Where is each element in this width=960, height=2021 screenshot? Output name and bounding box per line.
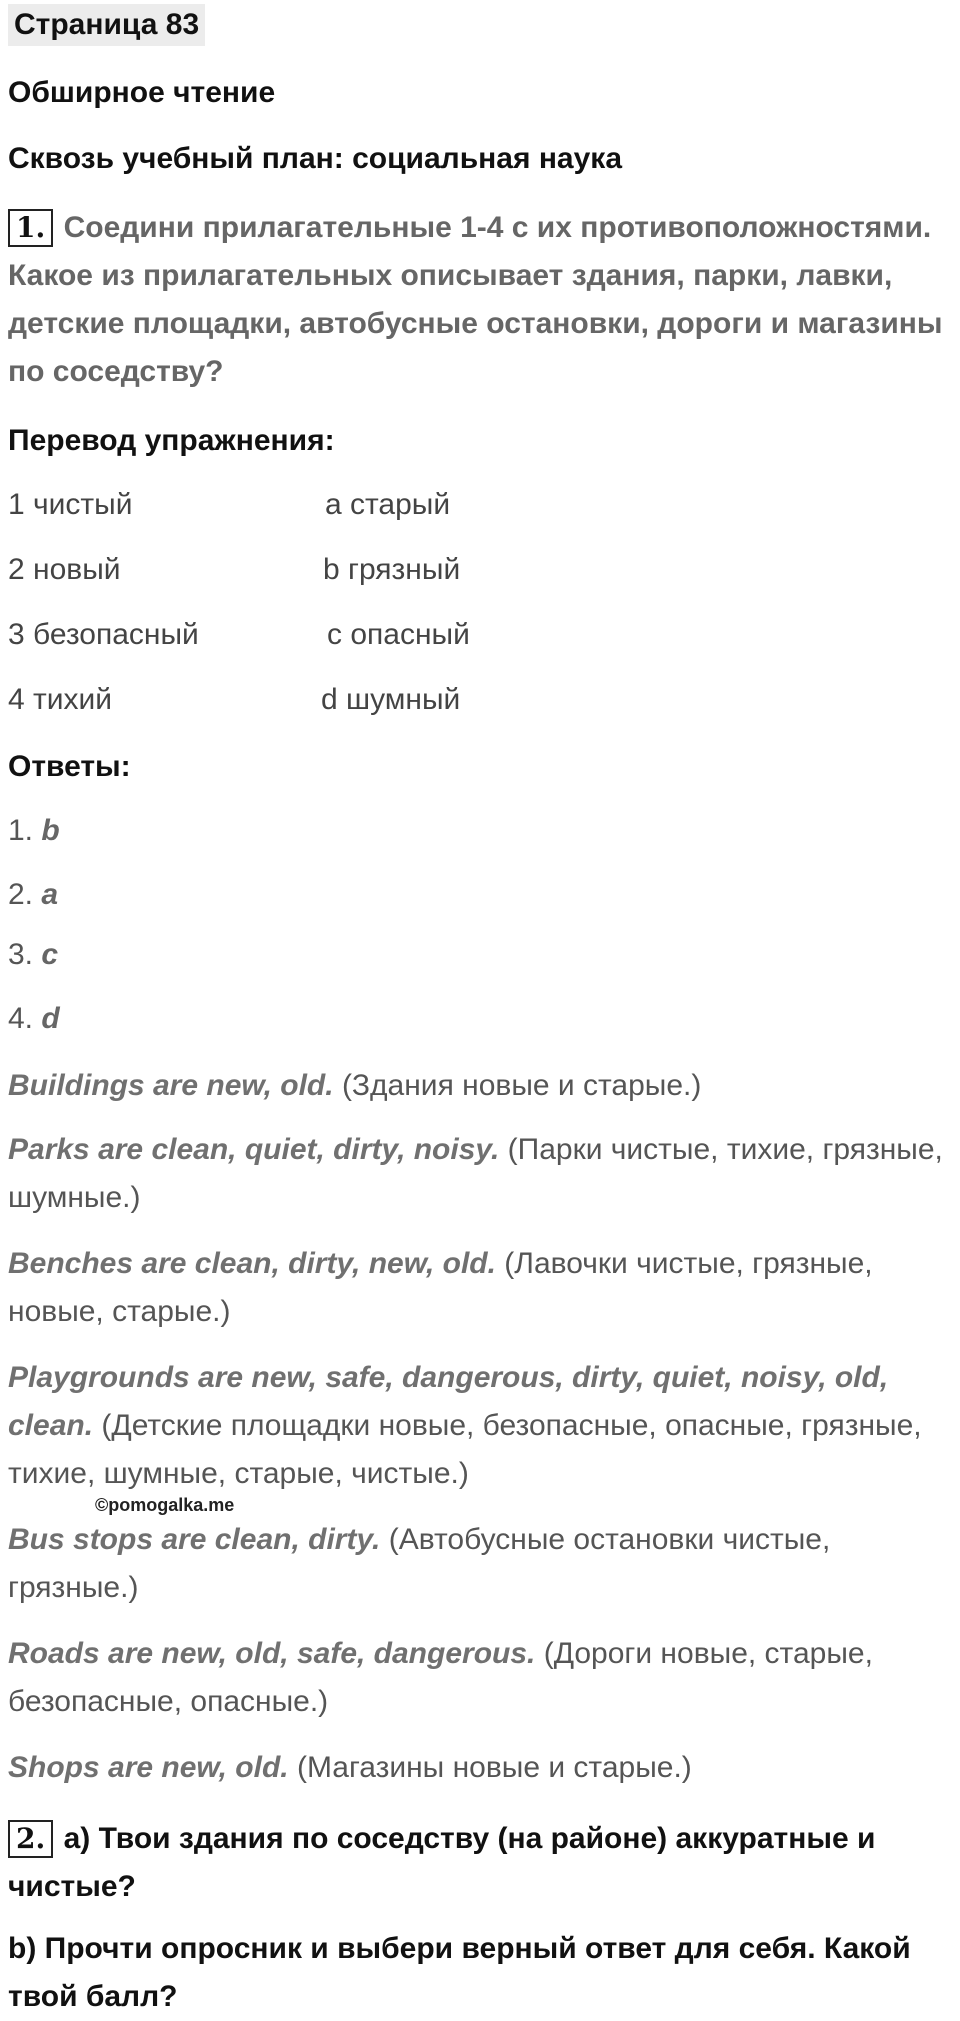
task-2 [8,1815,948,1911]
matching-right: a старый [325,488,451,521]
sentence-russian: (Магазины новые и старые.) [296,1751,692,1784]
sentence-russian: (Лавочки чистые, грязные, новые, старые.) [8,1247,873,1328]
answer-number: 3. [8,938,34,971]
answer-sentence [8,1744,948,1792]
answer-letter: c [41,938,59,971]
answer-sentence [8,1126,948,1222]
sentence-russian: (Дороги новые, старые, безопасные, опасные.) [8,1637,873,1718]
sentence-russian: (Здания новые и старые.) [341,1069,702,1102]
answer-item [8,1002,60,1036]
answer-number: 4. [8,1002,34,1035]
matching-row [0,488,960,528]
task-1-number: 1. [8,209,53,247]
sentence-english: Bus stops are clean, dirty. [8,1523,381,1556]
sentence-english: Shops are new, old. [8,1751,289,1784]
answer-sentence [8,1240,948,1336]
matching-left: 4 тихий [8,683,113,716]
matching-right: c опасный [327,618,470,651]
answer-letter: d [41,1002,60,1035]
answer-number: 2. [8,878,34,911]
matching-left: 1 чистый [8,488,133,521]
answer-letter: a [41,878,59,911]
task-2-number: 2. [8,1820,53,1858]
answer-item [8,878,58,912]
answer-letter: b [41,814,60,847]
sentence-english: Playgrounds are new, safe, dangerous, dirty, quiet, noisy, old, clean. [8,1361,889,1442]
sentence-russian: (Парки чистые, тихие, грязные, шумные.) [8,1133,943,1214]
sentence-english: Roads are new, old, safe, dangerous. [8,1637,536,1670]
answer-sentence [8,1062,948,1110]
subtitle: Сквозь учебный план: социальная наука [8,142,623,175]
task-1-text: Соедини прилагательные 1-4 с их противоположностями. Какое из прилагательных описывает здания, парки, лавки, детские площадки, автобусные остановки, дороги и магазины по соседству? [8,211,943,388]
task-2-part-a: a) Твои здания по соседству (на районе) аккуратные и чистые? [8,1822,876,1903]
sentence-english: Parks are clean, quiet, dirty, noisy. [8,1133,500,1166]
sentence-russian: (Детские площадки новые, безопасные, опасные, грязные, тихие, шумные, старые, чистые.) [8,1409,922,1490]
matching-left: 3 безопасный [8,618,199,651]
watermark: ©pomogalka.me [95,1495,235,1515]
task-1 [8,204,948,396]
answer-number: 1. [8,814,34,847]
matching-right: b грязный [323,553,461,586]
answer-sentence [8,1630,948,1726]
task-2-part-b: b) Прочти опросник и выбери верный ответ для себя. Какой твой балл? [8,1932,911,2013]
answers-heading: Ответы: [8,750,131,783]
sentence-russian: (Автобусные остановки чистые, грязные.) [8,1523,831,1604]
answer-sentence [8,1354,948,1498]
sentence-english: Buildings are new, old. [8,1069,334,1102]
answer-item [8,938,58,972]
matching-row [0,683,960,723]
section-title: Обширное чтение [8,76,276,109]
matching-right: d шумный [321,683,461,716]
matching-row [0,553,960,593]
translation-heading: Перевод упражнения: [8,424,335,457]
answer-sentence [8,1516,948,1612]
sentence-english: Benches are clean, dirty, new, old. [8,1247,496,1280]
page-number: Страница 83 [8,4,205,46]
answer-item [8,814,60,848]
matching-left: 2 новый [8,553,121,586]
matching-row [0,618,960,658]
